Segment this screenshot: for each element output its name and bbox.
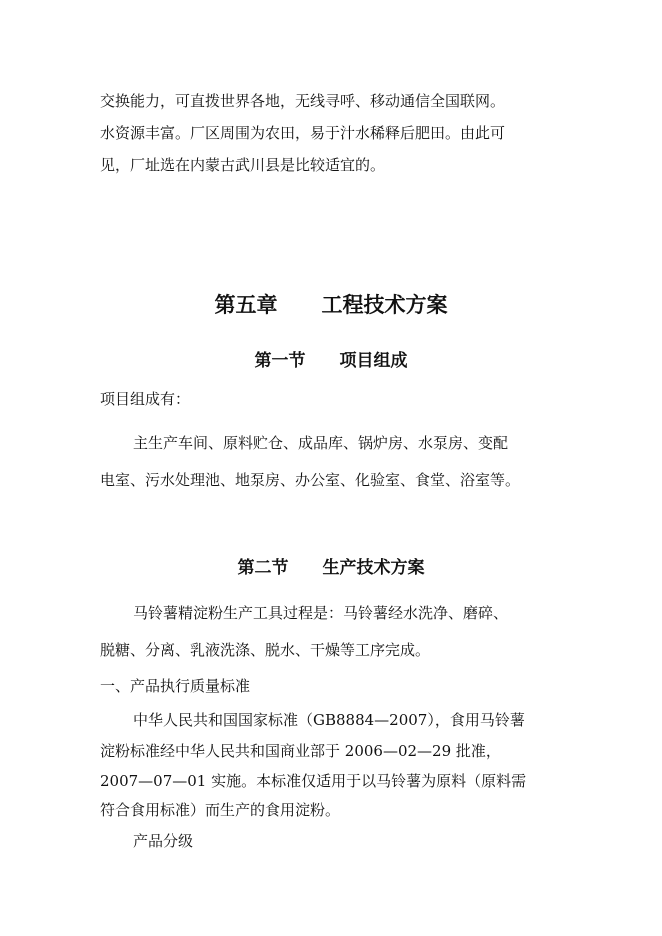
chapter-title: 工程技术方案 xyxy=(321,292,448,317)
section1-line-2: 电室、污水处理池、地泵房、办公室、化验室、食堂、浴室等。 xyxy=(100,471,521,489)
section2-grading: 产品分级 xyxy=(133,832,194,850)
chapter-number: 第五章 xyxy=(214,292,278,317)
section2-standard-1: 中华人民共和国国家标准（GB8884—2007），食用马铃薯 xyxy=(133,711,525,729)
section1-heading xyxy=(0,349,662,373)
intro-line-2: 水资源丰富。厂区周围为农田，易于汁水稀释后肥田。由此可 xyxy=(100,124,506,142)
section2-standard-2: 淀粉标准经中华人民共和国商业部于 2006—02—29 批准， xyxy=(100,742,501,760)
section2-process-1: 马铃薯精淀粉生产工具过程是：马铃薯经水洗净、磨碎、 xyxy=(133,604,509,622)
section2-process-2: 脱糖、分离、乳液洗涤、脱水、干燥等工序完成。 xyxy=(100,641,431,659)
section2-standard-4: 符合食用标准）而生产的食用淀粉。 xyxy=(100,801,341,819)
section2-standard-3: 2007—07—01 实施。本标准仅适用于以马铃薯为原料（原料需 xyxy=(100,772,527,790)
section1-line-1: 主生产车间、原料贮仓、成品库、锅炉房、水泵房、变配 xyxy=(133,434,509,452)
intro-line-1: 交换能力，可直拨世界各地，无线寻呼、移动通信全国联网。 xyxy=(100,92,506,110)
intro-line-3: 见，厂址选在内蒙古武川县是比较适宜的。 xyxy=(100,156,386,174)
section2-number: 第二节 xyxy=(237,558,289,578)
chapter-heading xyxy=(0,291,662,319)
section1-title: 项目组成 xyxy=(339,351,408,371)
section2-heading xyxy=(0,556,662,580)
section2-title: 生产技术方案 xyxy=(322,558,425,578)
section1-number: 第一节 xyxy=(254,351,306,371)
section2-item-heading: 一、产品执行质量标准 xyxy=(100,677,251,695)
section1-lead: 项目组成有： xyxy=(100,390,191,408)
